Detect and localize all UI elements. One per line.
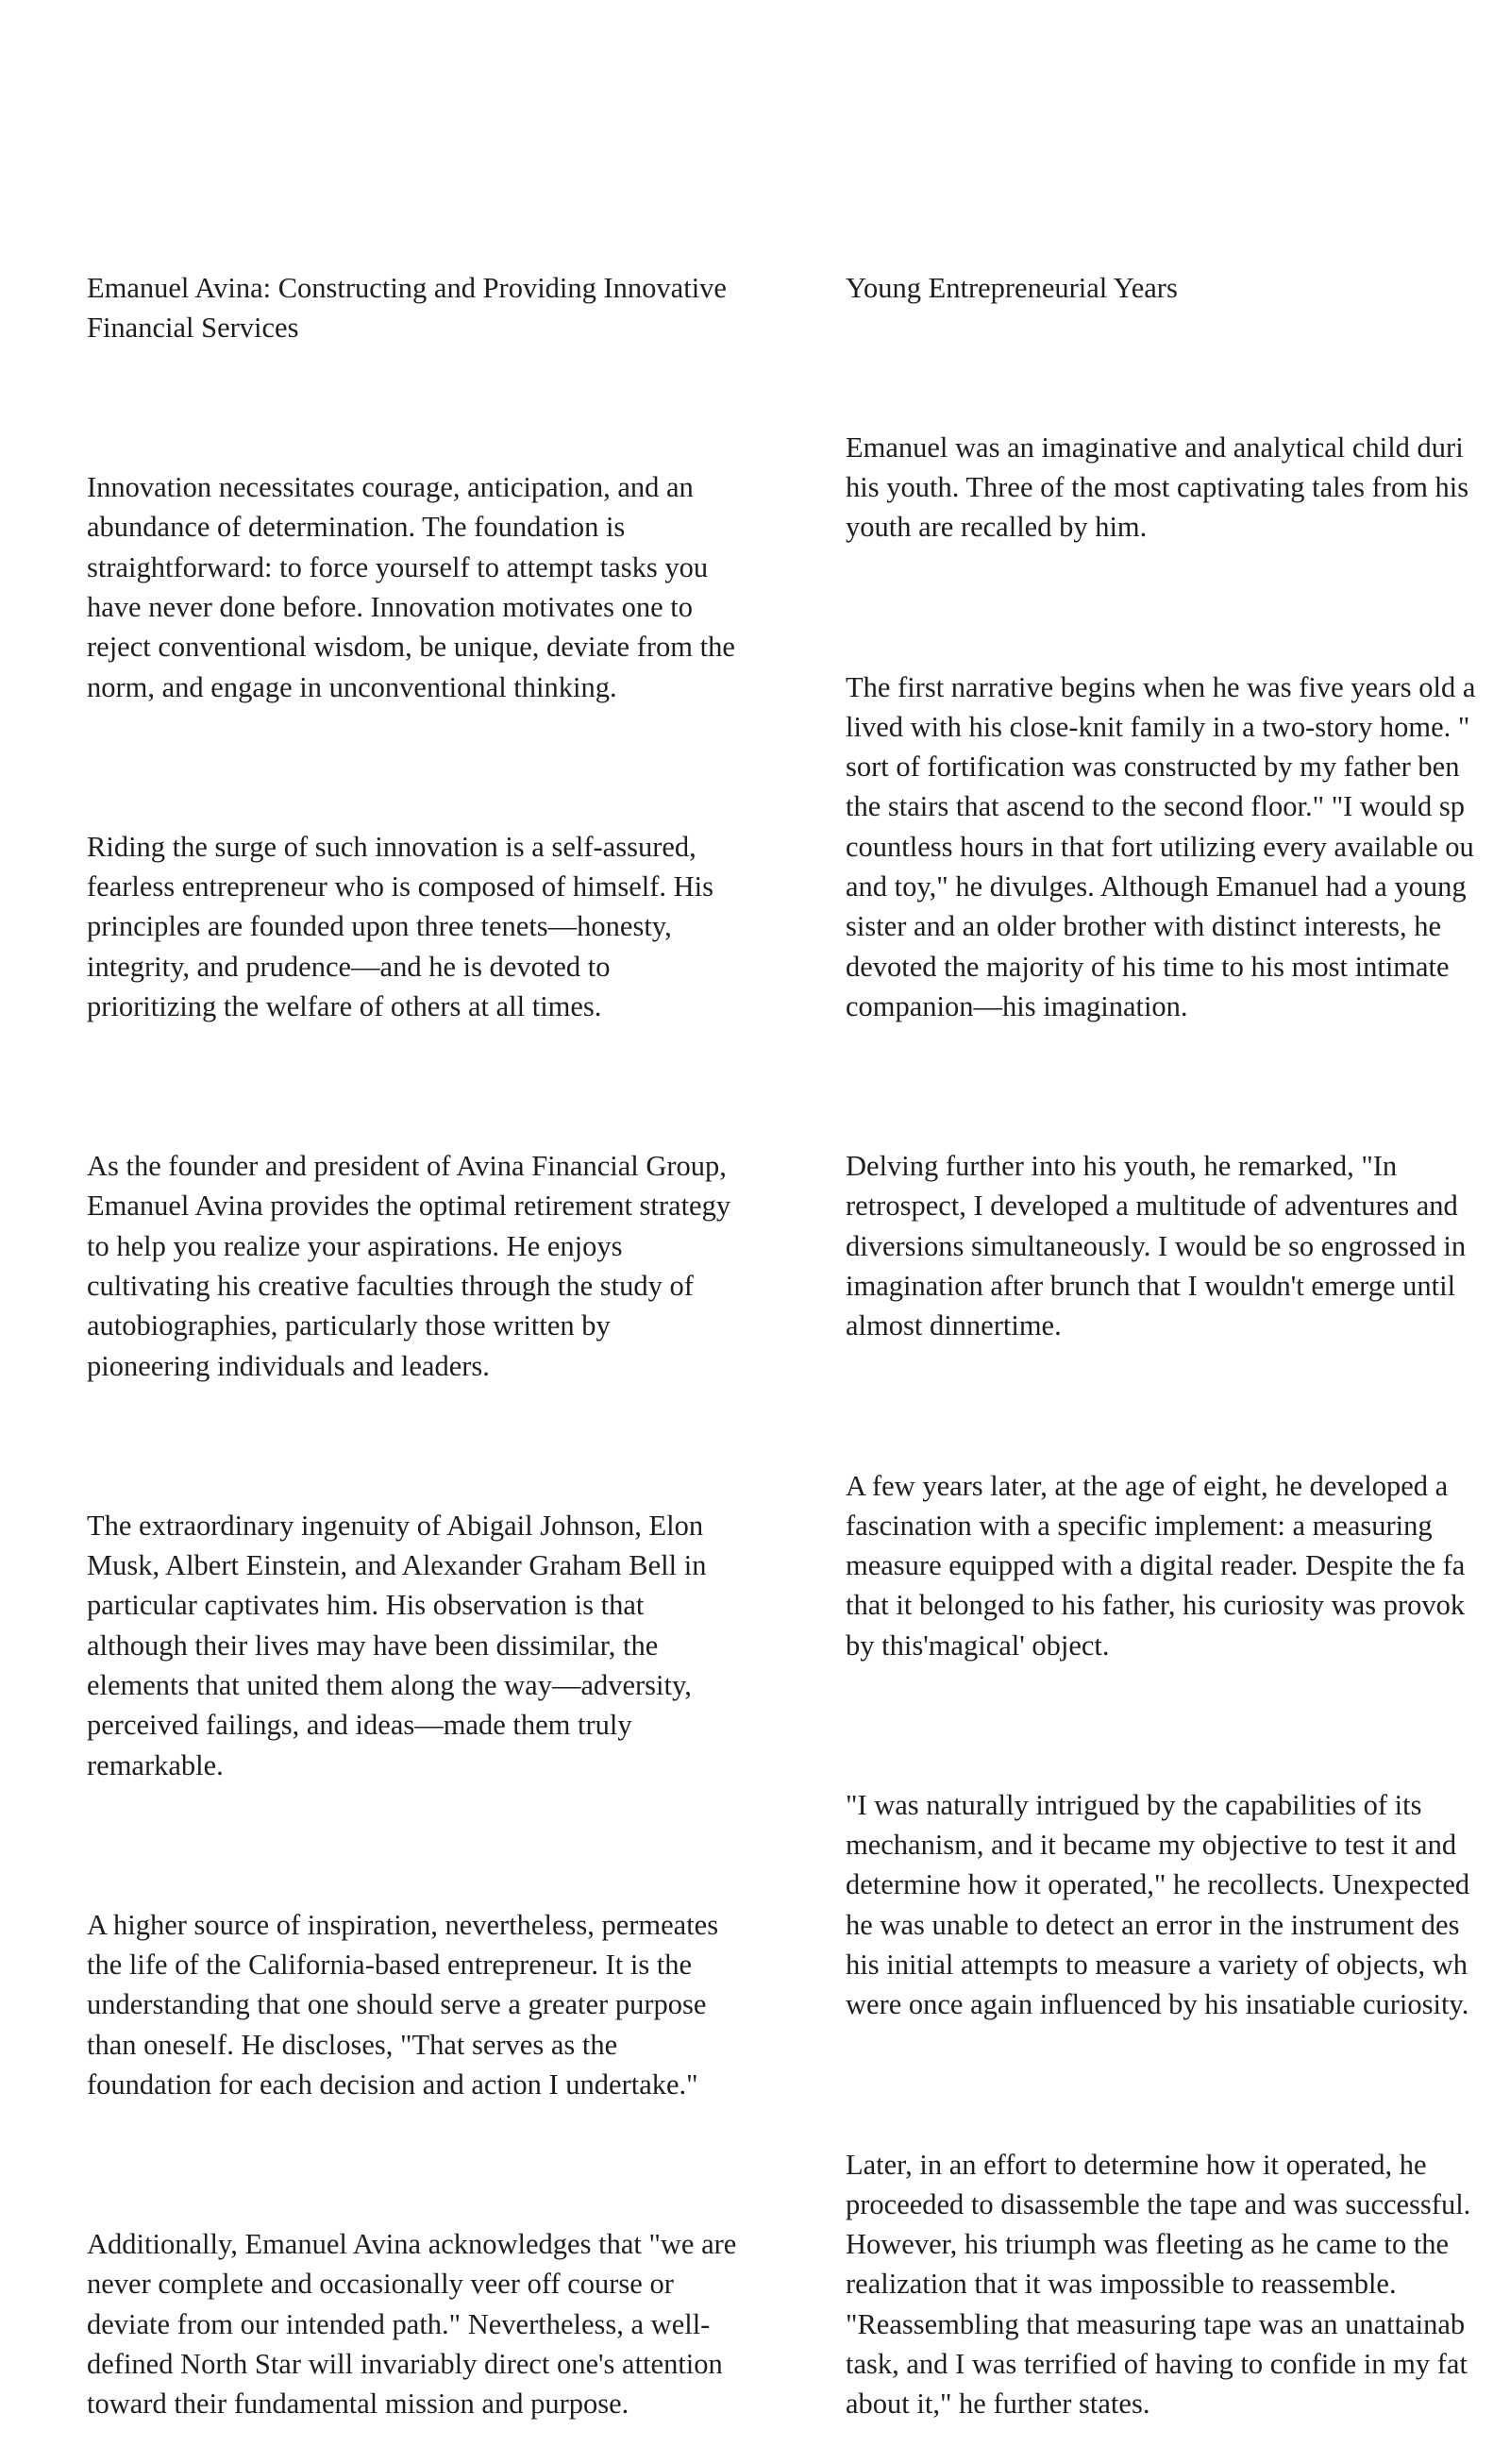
left-paragraph-1: Innovation necessitates courage, anticipation, and an abundance of determination. The foundation is straightforward: to force yourself to attempt tasks you have never done before. Innovation motivates one to reject conventional wisdom, be unique, deviate from the norm, and engage in unconventional thinking. (87, 471, 735, 703)
right-paragraph-1: Emanuel was an imaginative and analytical child duri his youth. Three of the most captivating tales from his youth are recalled by him. (846, 430, 1469, 544)
left-column (87, 188, 804, 2464)
right-column (846, 188, 1510, 2464)
left-paragraph-6: Additionally, Emanuel Avina acknowledges that "we are never complete and occasionally veer off course or deviate from our intended path." Nevertheless, a well- defined North Star will invariably direct one's attention toward their fundamental mission and purpose. (87, 2228, 737, 2421)
right-paragraph-3: Delving further into his youth, he remarked, "In retrospect, I developed a multitude of adventures and diversions simultaneously. I would be so engrossed in imagination after brunch that I wouldn't emerge until almost dinnertime. (846, 1150, 1467, 1342)
left-paragraph-3: As the founder and president of Avina Financial Group, Emanuel Avina provides the optimal retirement strategy to help you realize your aspirations. He enjoys cultivating his creative faculties through the study of autobiographies, particularly those written by pioneering individuals and leaders. (87, 1150, 731, 1382)
right-paragraph-4: A few years later, at the age of eight, he developed a fascination with a specific implement: a measuring measure equipped with a digital reader. Despite the fa that it belonged to his father, his curiosity was provok by this'magical' object. (846, 1469, 1466, 1662)
left-paragraph-5: A higher source of inspiration, nevertheless, permeates the life of the California-based entrepreneur. It is the understanding that one should serve a greater purpose than oneself. He discloses, "That serves as the foundation for each decision and action I undertake." (87, 1908, 719, 2101)
right-paragraph-5: "I was naturally intrigued by the capabilities of its mechanism, and it became my objective to test it and determine how it operated," he recollects. Unexpected he was unable to detect an error in the instrument des his initial attempts to measure a variety of objects, wh were once again influenced by his insatiable curiosity. (846, 1788, 1470, 2021)
section-heading: Young Entrepreneurial Years (846, 271, 1178, 304)
right-paragraph-6: Later, in an effort to determine how it operated, he proceeded to disassemble the tape and was successful. However, his triumph was fleeting as he came to the realization that it was impossible to reassemble. "Reassembling that measuring tape was an unattainab task, and I was terrified of having to confide in my fat about it," he further states. (846, 2148, 1471, 2421)
article-title: Emanuel Avina: Constructing and Providing Innovative Financial Services (87, 271, 727, 344)
left-paragraph-2: Riding the surge of such innovation is a self-assured, fearless entrepreneur who is composed of himself. His principles are founded upon three tenets—honesty, integrity, and prudence—and he is devoted to prioritizing the welfare of others at all times. (87, 830, 714, 1022)
left-paragraph-4: The extraordinary ingenuity of Abigail Johnson, Elon Musk, Albert Einstein, and Alexander Graham Bell in particular captivates him. His observation is that although their lives may have been dissimilar, the elements that united them along the way—adversity, perceived failings, and ideas—made them truly remarkable. (87, 1509, 707, 1781)
right-paragraph-2: The first narrative begins when he was five years old a lived with his close-knit family in a two-story home. " sort of fortification was constructed by my father ben the stairs that ascend to the second floor." "I would sp countless hours in that fort utilizing every available ou and toy," he divulges. Although Emanuel had a young sister and an older brother with distinct interests, he devoted the majority of his time to his most intimate companion—his imagination. (846, 670, 1476, 1022)
